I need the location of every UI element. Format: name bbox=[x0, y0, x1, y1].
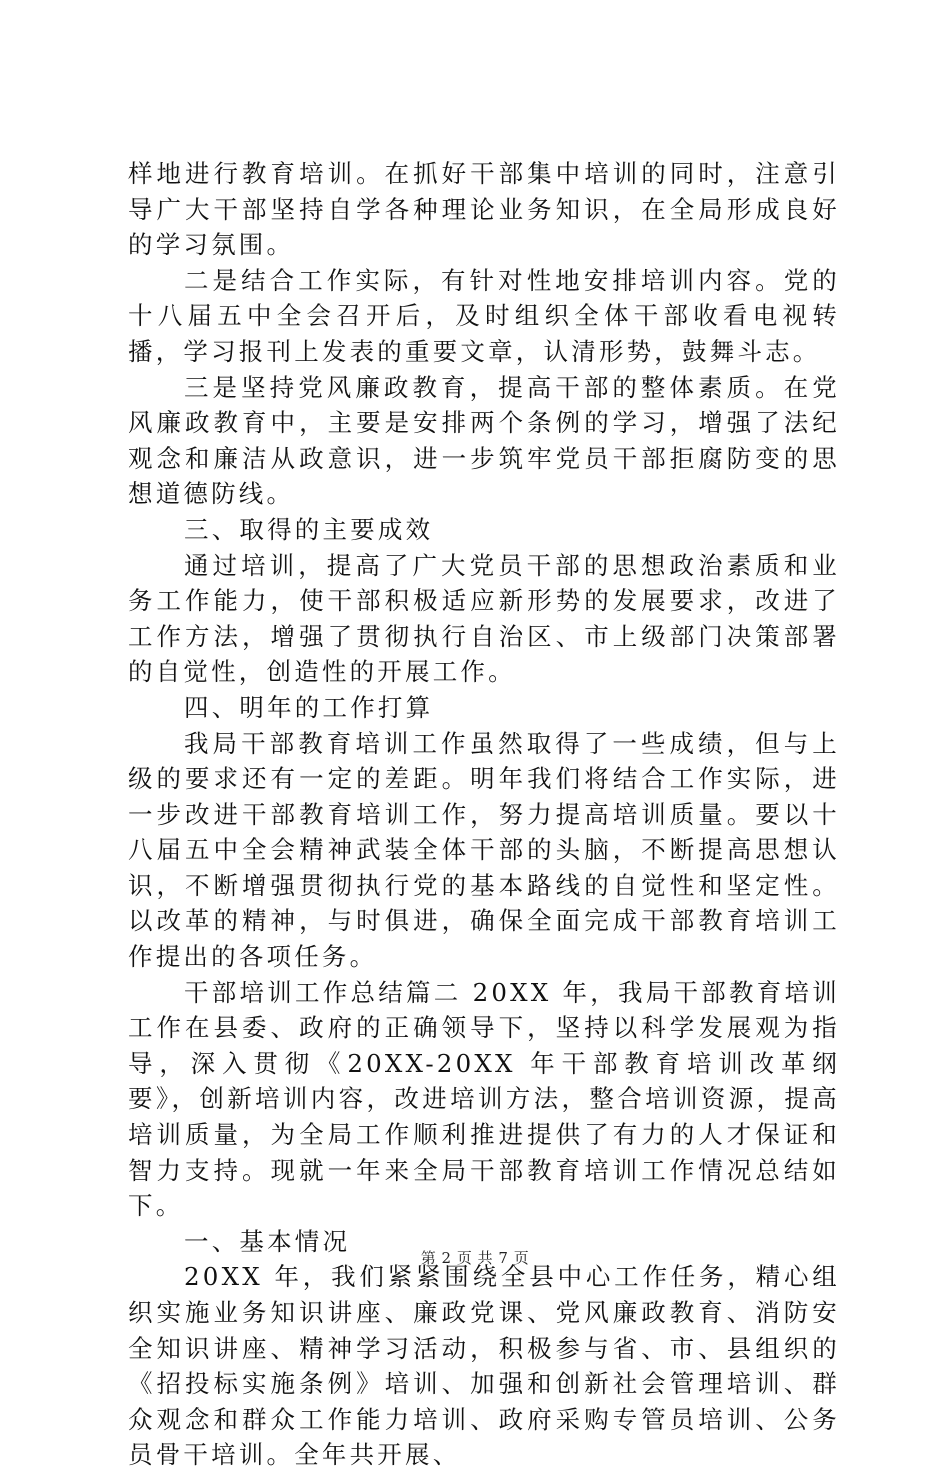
document-body bbox=[128, 156, 840, 1473]
section-heading-4: 四、明年的工作打算 bbox=[184, 692, 434, 722]
paragraph-1: 样地进行教育培训。在抓好干部集中培训的同时，注意引导广大干部坚持自学各种理论业务知识，在全局形成良好的学习氛围。 bbox=[128, 159, 840, 260]
page-number-footer: 第 2 页 共 7 页 bbox=[420, 1249, 530, 1267]
paragraph-8: 干部培训工作总结篇二 20XX 年，我局干部教育培训工作在县委、政府的正确领导下，坚持以科学发展观为指导，深入贯彻《20XX-20XX 年干部教育培训改革纲要》，创新培训内容，改进培训方法，整合培训资源，提高培训质量，为全局工作顺利推进提供了有力的人才保证和智力支持。现就一年来全局干部教育培训工作情况总结如下。 bbox=[128, 977, 840, 1221]
paragraph-5: 通过培训，提高了广大党员干部的思想政治素质和业务工作能力，使干部积极适应新形势的发展要求，改进了工作方法，增强了贯彻执行自治区、市上级部门决策部署的自觉性，创造性的开展工作。 bbox=[128, 550, 840, 687]
paragraph-7: 我局干部教育培训工作虽然取得了一些成绩，但与上级的要求还有一定的差距。明年我们将结合工作实际，进一步改进干部教育培训工作，努力提高培训质量。要以十八届五中全会精神武装全体干部的头脑，不断提高思想认识，不断增强贯彻执行党的基本路线的自觉性和坚定性。以改革的精神，与时俱进，确保全面完成干部教育培训工作提出的各项任务。 bbox=[128, 728, 840, 972]
paragraph-2: 二是结合工作实际，有针对性地安排培训内容。党的十八届五中全会召开后，及时组织全体干部收看电视转播，学习报刊上发表的重要文章，认清形势，鼓舞斗志。 bbox=[128, 265, 840, 366]
section-heading-1: 一、基本情况 bbox=[184, 1226, 351, 1256]
section-heading-3: 三、取得的主要成效 bbox=[184, 514, 434, 544]
paragraph-10: 20XX 年，我们紧紧围绕全县中心工作任务，精心组织实施业务知识讲座、廉政党课、党风廉政教育、消防安全知识讲座、精神学习活动，积极参与省、市、县组织的《招投标实施条例》培训、加强和创新社会管理培训、群众观念和群众工作能力培训、政府采购专管员培训、公务员骨干培训。全年共开展、 bbox=[128, 1262, 840, 1470]
paragraph-3: 三是坚持党风廉政教育，提高干部的整体素质。在党风廉政教育中，主要是安排两个条例的学习，增强了法纪观念和廉洁从政意识，进一步筑牢党员干部拒腐防变的思想道德防线。 bbox=[128, 372, 840, 509]
